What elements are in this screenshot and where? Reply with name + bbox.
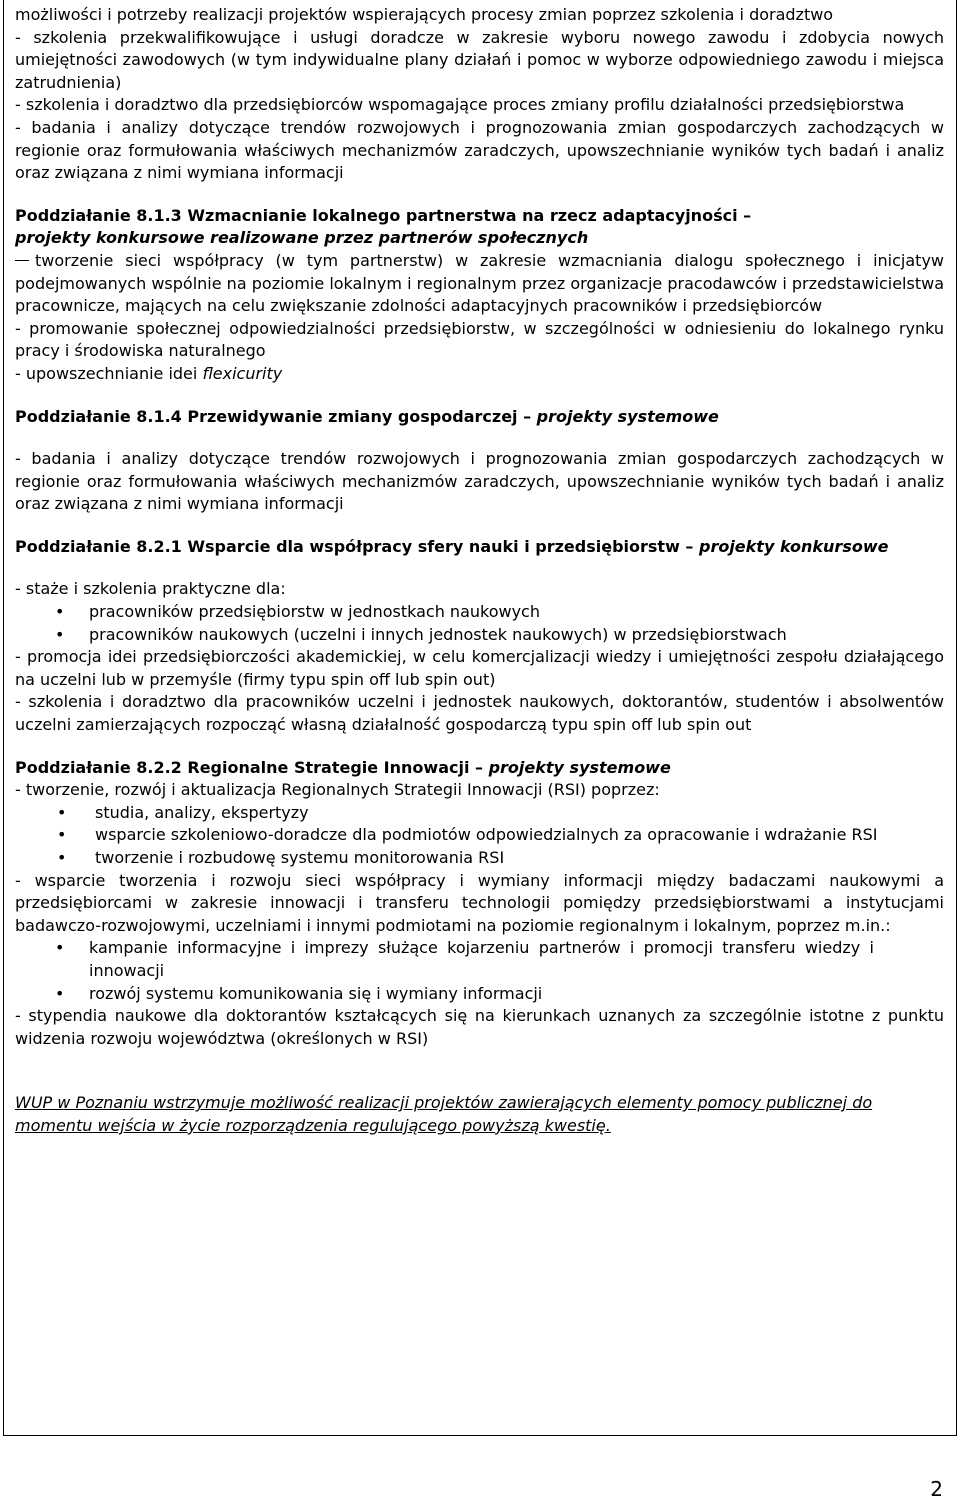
bullet-icon: • [57, 802, 67, 822]
section-822-bullet-list-2 [15, 937, 944, 1005]
section-821-bullet-list [15, 601, 944, 646]
intro-paragraph-3: - szkolenia i doradztwo dla przedsiębiorców wspomagające proces zmiany profilu działalności przedsiębiorstwa [15, 95, 905, 115]
document-body [15, 4, 944, 1138]
bullet-icon: • [55, 983, 65, 1003]
section-822-item-3: - stypendia naukowe dla doktorantów kształcących się na kierunkach uznanych za szczególnie istotne z punktu widzenia rozwoju województwa (określonych w RSI) [15, 1006, 944, 1048]
list-item-text: pracowników naukowych (uczelni i innych jednostek naukowych) w przedsiębiorstwach [89, 624, 787, 644]
section-821-lead: - staże i szkolenia praktyczne dla: [15, 579, 286, 599]
list-item-text: wsparcie szkoleniowo-doradcze dla podmiotów odpowiedzialnych za opracowanie i wdrażanie RSI [95, 825, 878, 845]
dash-marker [15, 260, 29, 261]
section-813-subheading: projekty konkursowe realizowane przez partnerów społecznych [15, 228, 589, 248]
list-item [15, 937, 944, 982]
list-item-text: kampanie informacyjne i imprezy służące kojarzeniu partnerów i promocji transferu wiedzy i innowacji [89, 938, 874, 980]
section-821-item-2: - promocja idei przedsiębiorczości akademickiej, w celu komercjalizacji wiedzy i umiejętności zespołu działającego na uczelni lub w przemyśle (firmy typu spin off lub spin out) [15, 647, 944, 689]
closing-note: WUP w Poznaniu wstrzymuje możliwość realizacji projektów zawierających elementy pomocy publicznej do momentu wejścia w życie rozporządzenia regulującego powyższą kwestię. [15, 1093, 873, 1135]
list-item [15, 824, 944, 847]
list-item-text: rozwój systemu komunikowania się i wymiany informacji [89, 983, 543, 1003]
section-814-heading-bold: Poddziałanie 8.1.4 Przewidywanie zmiany gospodarczej – [15, 406, 537, 426]
intro-paragraph-4: - badania i analizy dotyczące trendów rozwojowych i prognozowania zmian gospodarczych zachodzących w regionie oraz formułowania właściwych mechanizmów zaradczych, upowszechnianie wyników tych badań i analiz oraz związana z nimi wymiana informacji [15, 117, 944, 183]
list-item [15, 847, 944, 870]
list-item-text: studia, analizy, ekspertyzy [95, 802, 309, 822]
section-821-item-3: - szkolenia i doradztwo dla pracowników uczelni i jednostek naukowych, doktorantów, studentów i absolwentów uczelni zamierzających rozpocząć własną działalność gospodarczą typu spin off lub spin out [15, 692, 944, 735]
section-822-heading-bold: Poddziałanie 8.2.2 Regionalne Strategie Innowacji – [15, 757, 489, 777]
bullet-icon: • [55, 938, 65, 958]
intro-paragraph-1: możliwości i potrzeby realizacji projektów wspierających procesy zmian poprzez szkolenia i doradztwo [15, 5, 834, 24]
intro-paragraph-2: - szkolenia przekwalifikowujące i usługi doradcze w zakresie wyboru nowego zawodu i zdobycia nowych umiejętności zawodowych (w tym indywidualne plany działań i pomoc w wyborze odpowiedniego zawodu i miejsca zatrudnienia) [15, 27, 944, 92]
section-821-heading [15, 536, 944, 559]
section-813-item-1-text: tworzenie sieci współpracy (w tym partnerstw) w zakresie wzmacniania dialogu społecznego i inicjatyw podejmowanych wspólnie na poziomie lokalnym i regionalnym przez organizacje pracodawców i przedstawicielstwa pracownicze, mających na celu zwiększanie zdolności adaptacyjnych pracowników i przedsiębiorców [15, 250, 944, 316]
section-813-heading: Poddziałanie 8.1.3 Wzmacnianie lokalnego partnerstwa na rzecz adaptacyjności – [15, 205, 752, 225]
section-813-item-2: - promowanie społecznej odpowiedzialności przedsiębiorstw, w szczególności w odniesieniu do lokalnego rynku pracy i środowiska naturalnego [15, 318, 944, 361]
section-821-heading-italic: projekty konkursowe [698, 536, 889, 556]
section-813-item-3 [15, 363, 944, 386]
bullet-icon: • [57, 848, 67, 867]
bullet-icon: • [55, 602, 65, 622]
section-814-heading [15, 406, 944, 429]
list-item [15, 601, 944, 624]
bullet-icon: • [57, 825, 67, 845]
section-822-item-2: - wsparcie tworzenia i rozwoju sieci współpracy i wymiany informacji między badaczami naukowymi a przedsiębiorcami w zakresie innowacji i transferu technologii pomiędzy przedsiębiorstwami a instytucjami badawczo-rozwojowymi, uczelniami i innymi podmiotami na poziomie regionalnym i lokalnym, poprzez m.in.: [15, 870, 944, 935]
list-item-text: tworzenie i rozbudowę systemu monitorowania RSI [95, 848, 505, 867]
list-item-text: pracowników przedsiębiorstw w jednostkach naukowych [89, 602, 540, 622]
section-814-heading-italic: projekty systemowe [536, 406, 719, 426]
flexicurity-term: flexicurity [202, 363, 283, 383]
section-822-bullet-list [15, 802, 944, 870]
bullet-icon: • [55, 624, 65, 644]
list-item [15, 983, 944, 1006]
section-822-heading-italic: projekty systemowe [488, 757, 671, 777]
section-813-item-3-text: - upowszechnianie idei [15, 363, 203, 383]
section-822-heading [15, 757, 944, 780]
list-item [15, 624, 944, 647]
section-814-item-1: - badania i analizy dotyczące trendów rozwojowych i prognozowania zmian gospodarczych zachodzących w regionie oraz formułowania właściwych mechanizmów zaradczych, upowszechnianie wyników tych badań i analiz oraz związana z nimi wymiana informacji [15, 449, 944, 514]
section-822-lead: - tworzenie, rozwój i aktualizacja Regionalnych Strategii Innowacji (RSI) poprzez: [15, 780, 660, 800]
section-821-heading-bold: Poddziałanie 8.2.1 Wsparcie dla współpracy sfery nauki i przedsiębiorstw – [15, 536, 699, 556]
page-number: 2 [930, 1477, 943, 1501]
section-813-item-1 [15, 250, 944, 318]
list-item [15, 802, 944, 825]
